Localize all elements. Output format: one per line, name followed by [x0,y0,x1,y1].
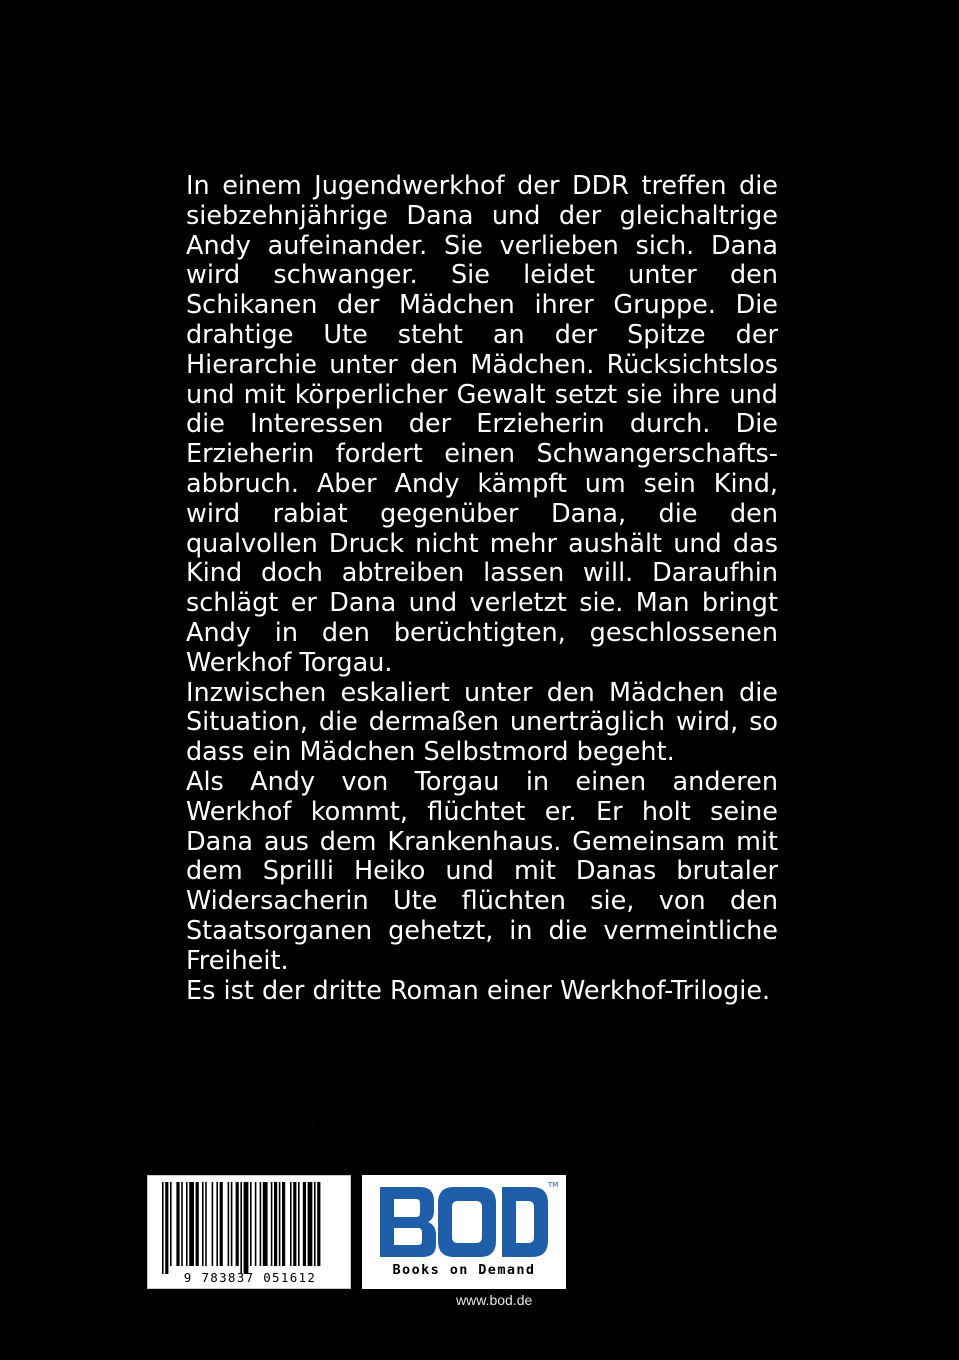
blurb-paragraph-3: Als Andy von Torgau in einen anderen Werkhof kommt, flüchtet er. Er holt seine Dana aus dem Krankenhaus. Gemeinsam mit dem Sprilli Heiko und mit Danas brutaler Widersacherin Ute flüchten sie, von den Staatsorganen gehetzt, in die vermeintliche Freiheit. [186,766,778,976]
barcode-bar [250,1182,252,1266]
barcode-bar [290,1182,292,1266]
barcode-bar [181,1182,183,1266]
barcode-bar [240,1182,242,1274]
barcode-bar [298,1182,300,1266]
barcode-bar [231,1182,233,1266]
bod-logo [312,1125,566,1265]
barcode-bar [244,1182,249,1274]
barcode-bar [165,1182,168,1274]
barcode-bar [303,1182,306,1266]
barcode-bar [205,1182,207,1266]
isbn-barcode [147,1175,351,1289]
blurb-paragraph-1: In einem Jugendwerkhof der DDR treffen die siebzehnjährige Dana und der gleichaltrige Andy aufeinander. Sie verlieben sich. Dana wird schwanger. Sie leidet unter den Schikanen der Mädchen ihrer Gruppe. Die drahtige Ute steht an der Spitze der Hierarchie unter den Mädchen. Rücksichtslos und mit körperlicher Gewalt setzt sie ihre und die Interessen der Erzieherin durch. Die Erzieherin fordert einen Schwangerschaftsabbruch. Aber Andy kämpft um sein Kind, wird rabiat gegenüber Dana, die den qualvollen Druck nicht mehr aushält und das Kind doch abtreiben lassen will. Daraufhin schlägt er Dana und verletzt sie. Man bringt Andy in den berüchtigten, geschlossenen Werkhof Torgau. [186,171,778,678]
barcode-bar [293,1182,296,1266]
barcode-bar [282,1182,285,1266]
logo-text: BOD [312,1125,315,1126]
barcode-bar [220,1182,223,1266]
barcode-bar [314,1182,316,1266]
publisher-logo-box [312,1125,566,1289]
barcode-bar [317,1182,320,1266]
barcode-bar [196,1182,199,1266]
barcode-bar [212,1182,214,1266]
barcode-bar [162,1182,164,1274]
barcode-bar [263,1182,268,1266]
barcode-bar [216,1182,218,1266]
publisher-url[interactable]: www.bod.de [456,1292,533,1308]
barcode-bar [189,1182,194,1266]
barcode-bar [186,1182,188,1266]
barcode-bar [236,1182,239,1266]
barcode-bar [176,1182,179,1266]
barcode-bar [271,1182,273,1266]
barcode-bar [228,1182,230,1266]
barcode-bar [202,1182,204,1266]
logo-underline-bar [452,1249,482,1257]
barcode-bar [170,1182,172,1266]
blurb-paragraph-4: Es ist der dritte Roman einer Werkhof-Trilogie. [186,975,771,1006]
blurb-text [186,172,778,1006]
barcode-bar [279,1182,281,1266]
barcode-bar [308,1182,313,1266]
barcode-bar [274,1182,277,1266]
barcode-bar [255,1182,257,1266]
barcode-bar [260,1182,262,1266]
blurb-paragraph-2: Inzwischen eskaliert unter den Mädchen die Situation, die dermaßen unerträglich wird, so dass ein Mädchen Selbstmord begeht. [186,677,778,768]
isbn-number: 9 783837 051612 [183,1270,317,1285]
trademark-mark: TM [548,1181,559,1189]
publisher-tagline: Books on Demand [392,1262,536,1278]
